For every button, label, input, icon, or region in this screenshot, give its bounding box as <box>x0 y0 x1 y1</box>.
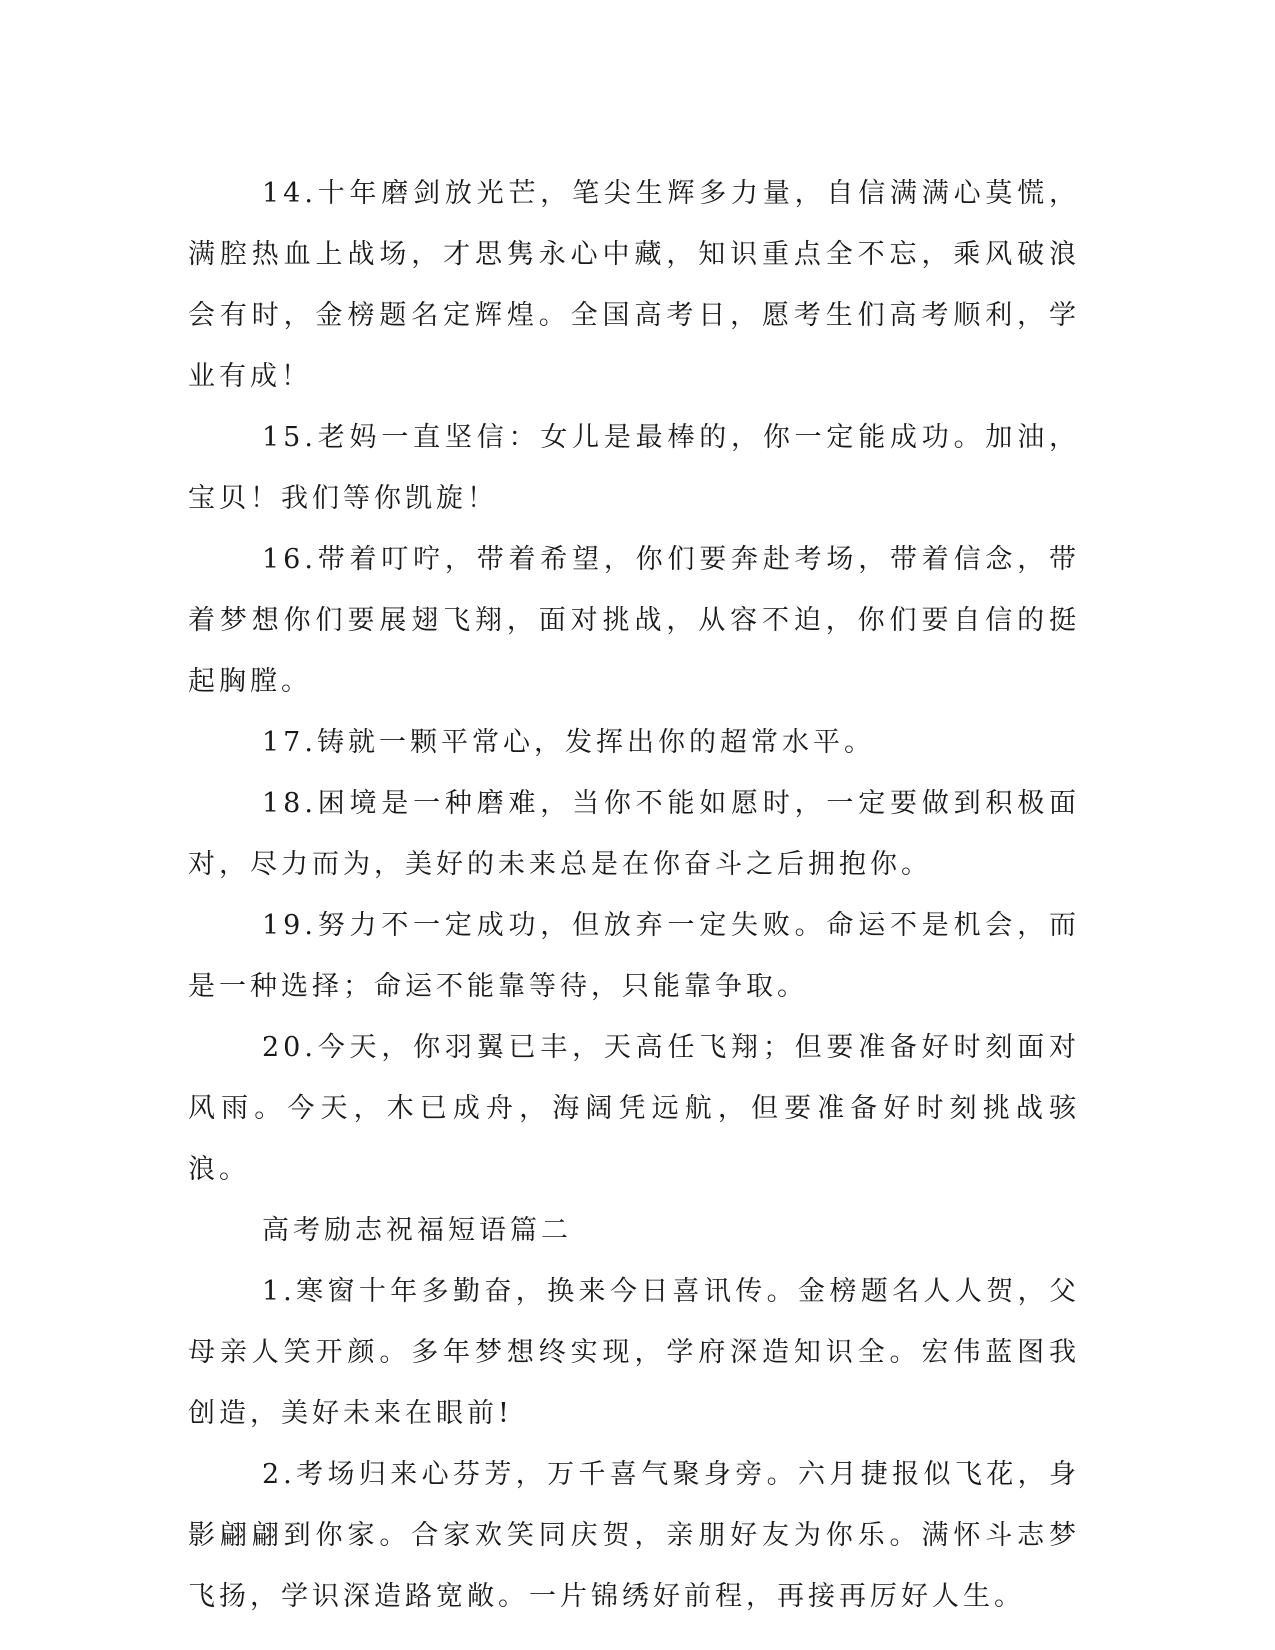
paragraph-17: 17.铸就一颗平常心，发挥出你的超常水平。 <box>262 727 875 758</box>
paragraph-20: 20.今天，你羽翼已丰，天高任飞翔；但要准备好时刻面对风雨。今天，木已成舟，海阔凭远航，但要准备好时刻挑战骇浪。 <box>188 1032 1080 1185</box>
paragraph-15: 15.老妈一直坚信：女儿是最棒的，你一定能成功。加油，宝贝！我们等你凯旋！ <box>188 422 1080 514</box>
paragraph-14: 14.十年磨剑放光芒，笔尖生辉多力量，自信满满心莫慌，满腔热血上战场，才思隽永心中藏，知识重点全不忘，乘风破浪会有时，金榜题名定辉煌。全国高考日，愿考生们高考顺利，学业有成！ <box>188 178 1080 392</box>
paragraph-1: 1.寒窗十年多勤奋，换来今日喜讯传。金榜题名人人贺，父母亲人笑开颜。多年梦想终实现，学府深造知识全。宏伟蓝图我创造，美好未来在眼前! <box>188 1276 1080 1429</box>
paragraph-19: 19.努力不一定成功，但放弃一定失败。命运不是机会，而是一种选择；命运不能靠等待，只能靠争取。 <box>188 910 1080 1002</box>
paragraph-2: 2.考场归来心芬芳，万千喜气聚身旁。六月捷报似飞花，身影翩翩到你家。合家欢笑同庆贺，亲朋好友为你乐。满怀斗志梦飞扬，学识深造路宽敞。一片锦绣好前程，再接再厉好人生。 <box>188 1459 1080 1612</box>
section-heading: 高考励志祝福短语篇二 <box>262 1215 572 1246</box>
document-body <box>188 163 1080 1627</box>
paragraph-16: 16.带着叮咛，带着希望，你们要奔赴考场，带着信念，带着梦想你们要展翅飞翔，面对挑战，从容不迫，你们要自信的挺起胸膛。 <box>188 544 1080 697</box>
paragraph-18: 18.困境是一种磨难，当你不能如愿时，一定要做到积极面对，尽力而为，美好的未来总是在你奋斗之后拥抱你。 <box>188 788 1080 880</box>
